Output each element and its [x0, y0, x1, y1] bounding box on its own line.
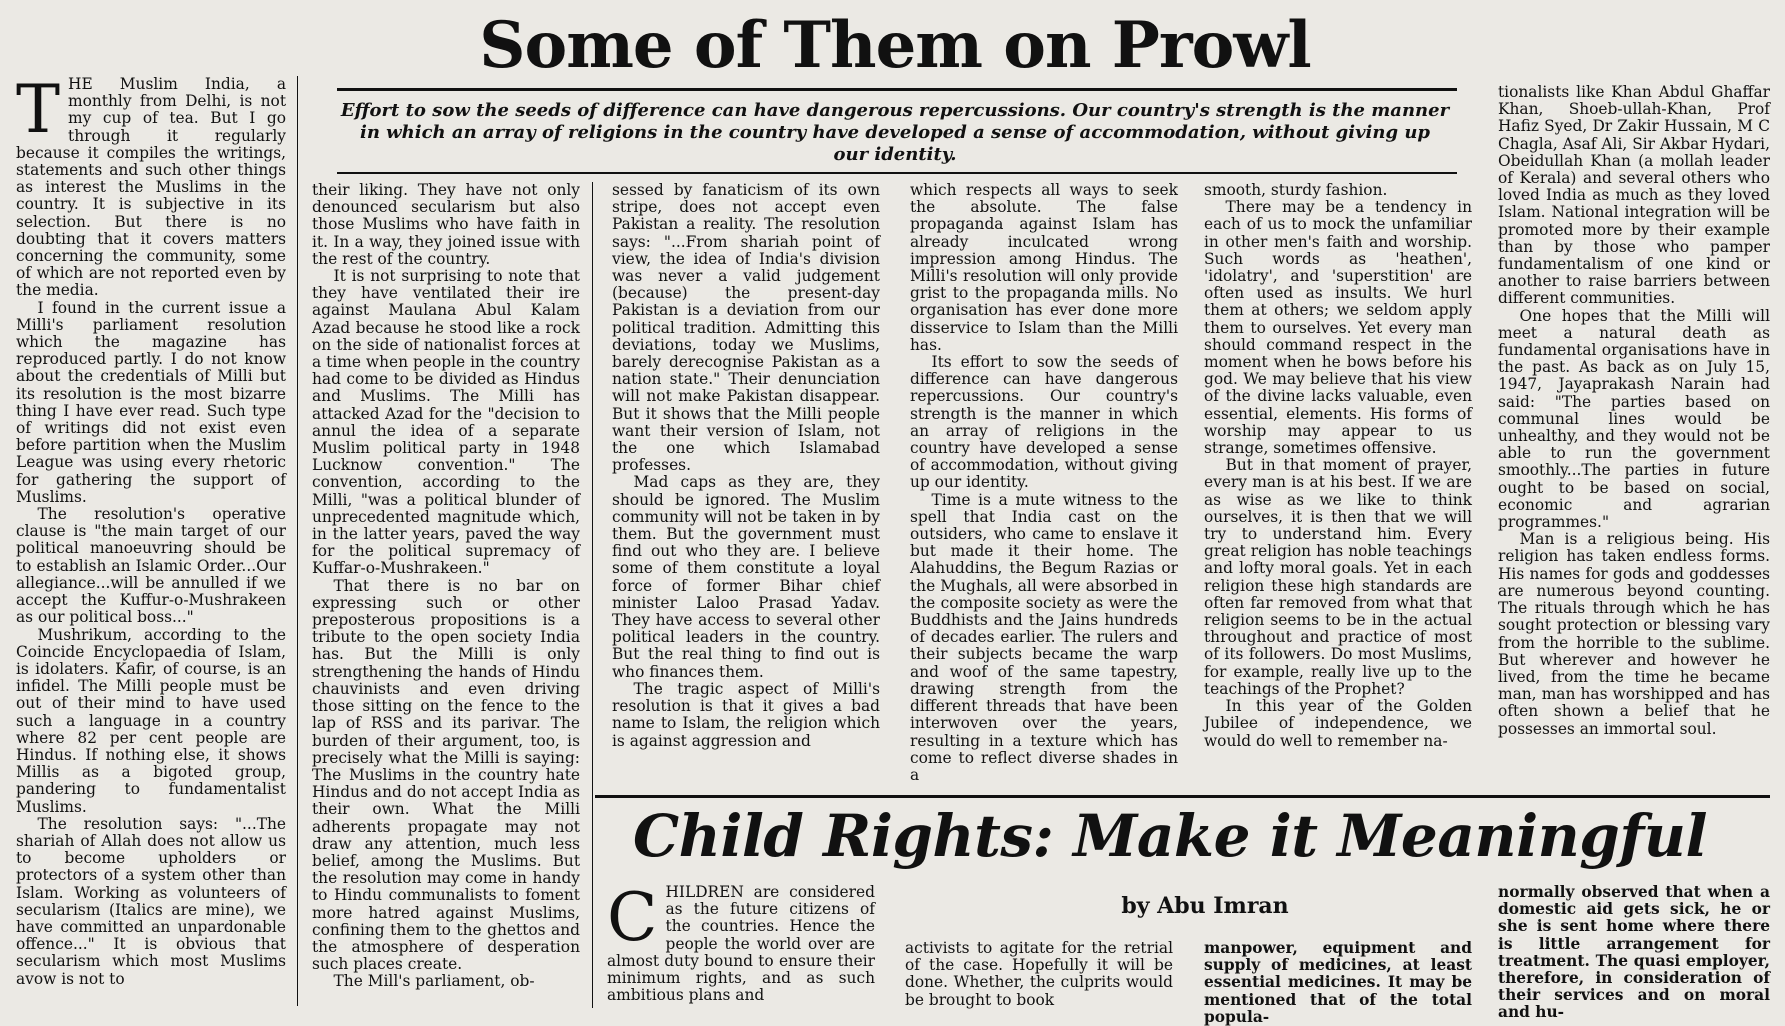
paragraph: HE Muslim India, a monthly from Delhi, is not my cup of tea. But I go through it regularly because it compiles the writings, statements and such other things as interest the Muslims in the country. It is subjective in its selection. But there is no doubting that it covers matters concerning the community, some of which are not reported even by the media.: [16, 75, 286, 300]
byline: by Abu Imran: [1121, 893, 1289, 919]
article2-column-3: [1204, 939, 1472, 1026]
paragraph: But in that moment of prayer, every man is at his best. If we are as wise as we like to think ourselves, it is then that we will try to understand him. Every great religion has noble teachings and lofty moral goals. Yet in each religion these high standards are often far removed from what that religion seems to be in the actual throughout and practice of most of its followers. Do most Muslims, for example, really live up to the teachings of the Prophet?: [1204, 456, 1472, 698]
column-divider: [592, 182, 593, 1008]
column-divider: [297, 76, 298, 1006]
article2-column-4: [1498, 883, 1770, 1022]
headline-child-rights: Child Rights: Make it Meaningful: [633, 802, 1707, 870]
article1-column-2: [312, 182, 580, 1008]
article1-column-1: [16, 71, 286, 1006]
dropcap-c: C: [607, 879, 658, 956]
headline-some-of-them-on-prowl: Some of Them on Prowl: [479, 8, 1311, 83]
article1-column-5: [1204, 182, 1472, 782]
article1-column-3: [612, 182, 880, 782]
paragraph: Man is a religious being. His religion has taken endless forms. His names for gods and goddesses are numerous beyond counting. The rituals through which he has sought protection or blessing vary from the horrible to the sublime. But wherever and however he lived, from the time he became man, man has worshipped and has often shown a belief that he possesses an immortal soul.: [1498, 530, 1770, 738]
paragraph: The Mill's parliament, ob-: [333, 972, 535, 991]
paragraph: There may be a tendency in each of us to mock the unfamiliar in other men's faith and worship. Such words as 'heathen', 'idolatry', and 'superstition' are often used as insults. We hurl them at others; we seldom apply them to ourselves. Yet every man should command respect in the moment when he bows before his god. We may believe that his view of the divine lacks valuable, even essential, elements. His forms of worship may appear to us strange, sometimes offensive.: [1204, 198, 1472, 458]
headline-underline-rule: [337, 88, 1457, 91]
article1-column-6: [1498, 84, 1770, 784]
article2-column-1: [607, 879, 875, 1008]
paragraph: sessed by fanaticism of its own stripe, does not accept even Pakistan a reality. The resolution says: "...From shariah point of view, the idea of India's division was never a valid judgement (because) the present-day Pakistan is a deviation from our political tradition. Admitting this deviations, today we Muslims, barely derecognise Pakistan as a nation state." Their denunciation will not make Pakistan disappear. But it shows that the Milli people want their version of Islam, not the one which Islamabad professes.: [612, 181, 880, 475]
paragraph: tionalists like Khan Abdul Ghaffar Khan, Shoeb-ullah-Khan, Prof Hafiz Syed, Dr Zakir Hussain, M C Chagla, Asaf Ali, Sir Akbar Hydari, Obeidullah Khan (a mollah leader of Kerala) and several others who loved India as much as they loved Islam. National integration will be promoted more by their example than by those who pamper fundamentalism of one kind or another to raise barriers between different communities.: [1498, 83, 1770, 308]
paragraph: Mad caps as they are, they should be ignored. The Muslim community will not be taken in by them. But the government must find out who they are. I believe some of them constitute a loyal force of former Bihar chief minister Laloo Prasad Yadav. They have access to several other political leaders in the country. But the real thing to find out is who finances them.: [612, 473, 880, 681]
paragraph: That there is no bar on expressing such or other preposterous propositions is a tribute to the open society India has. But the Milli is only strengthening the hands of Hindu chauvinists and even driving those sitting on the fence to the lap of RSS and its parivar. The burden of their argument, too, is precisely what the Milli is saying: The Muslims in the country hate Hindus and do not accept India as their own. What the Milli adherents propagate may not draw any attention, much less belief, among the Muslims. But the resolution may come in handy to Hindu communalists to foment more hatred against Muslims, confining them to the ghettos and the atmosphere of desperation such places create.: [312, 576, 580, 974]
paragraph: HILDREN are considered as the future citizens of the countries. Hence the people the world over are almost duty bound to ensure their minimum rights, and as such ambitious plans and: [607, 883, 875, 1005]
paragraph: manpower, equipment and supply of medicines, at least essential medicines. It may be mentioned that of the total popula-: [1204, 939, 1472, 1026]
paragraph: The resolution says: "...The shariah of Allah does not allow us to become upholders or protectors of a system other than Islam. Working as volunteers of secularism (Italics are mine), we have committed an unpardonable offence..." It is obvious that secularism which most Muslims avow is not to: [16, 814, 286, 988]
dropcap-t: T: [16, 71, 61, 148]
paragraph: One hopes that the Milli will meet a natural death as fundamental organisations have in the past. As back as on July 15, 1947, Jayaprakash Narain had said: "The parties based on communal lines would be unhealthy, and they would not be able to run the government smoothly...The parties in future ought to be based on social, economic and agrarian programmes.": [1498, 306, 1770, 532]
paragraph: activists to agitate for the retrial of the case. Hopefully it will be done. Whether, the culprits would be brought to book: [905, 939, 1173, 1009]
paragraph: The tragic aspect of Milli's resolution is that it gives a bad name to Islam, the religion which is against aggression and: [612, 679, 880, 750]
paragraph: I found in the current issue a Milli's parliament resolution which the magazine has reproduced partly. I do not know about the credentials of Milli but its resolution is the most bizarre thing I have ever read. Such type of writings did not exist even before partition when the Muslim League was using every rhetoric for gathering the support of Muslims.: [16, 298, 286, 506]
article-deck: Effort to sow the seeds of difference can have dangerous repercussions. Our country's strength is the manner in which an array of religions in the country have developed a sense of accommodation, without giving up our identity.: [340, 100, 1450, 165]
paragraph: In this year of the Golden Jubilee of independence, we would do well to remember na-: [1204, 697, 1472, 750]
paragraph: their liking. They have not only denounced secularism but also those Muslims who have faith in it. In a way, they joined issue with the rest of the country.: [312, 181, 580, 268]
paragraph: Mushrikum, according to the Coincide Encyclopaedia of Islam, is idolaters. Kafir, of course, is an infidel. The Milli people must be out of their mind to have used such a language in a country where 82 per cent people are Hindus. If nothing else, it shows Millis as a bigoted group, pandering to fundamentalist Muslims.: [16, 625, 286, 816]
paragraph: The resolution's operative clause is "the main target of our political manoeuvring should be to establish an Islamic Order...Our allegiance...will be annulled if we accept the Kuffur-o-Mushrakeen as our political boss...": [16, 505, 286, 627]
paragraph: Time is a mute witness to the spell that India cast on the outsiders, who came to enslave it but made it their home. The Alahuddins, the Begum Razias or the Mughals, all were absorbed in the composite society as were the Buddhists and the Jains hundreds of decades earlier. The rulers and their subjects became the warp and woof of the same tapestry, drawing strength from the different threads that have been interwoven over the years, resulting in a texture which has come to reflect diverse shades in a: [910, 490, 1178, 784]
paragraph: Its effort to sow the seeds of difference can have dangerous repercussions. Our country's strength is the manner in which an array of religions in the country have developed a sense of accommodation, without giving up our identity.: [910, 353, 1178, 492]
paragraph: normally observed that when a domestic aid gets sick, he or she is sent home where there is little arrangement for treatment. The quasi employer, therefore, in consideration of their services and on moral and hu-: [1498, 883, 1770, 1022]
article-separator-rule: [595, 795, 1770, 798]
deck-underline-rule: [337, 172, 1457, 174]
paragraph: It is not surprising to note that they have ventilated their ire against Maulana Abul Kalam Azad because he stood like a rock on the side of nationalist forces at a time when people in the country had come to be divided as Hindus and Muslims. The Milli has attacked Azad for the "decision to annul the idea of a separate Muslim political party in 1948 Lucknow convention." The convention, according to the Milli, "was a political blunder of unprecedented magnitude which, in the latter years, paved the way for the political supremacy of Kuffar-o-Mushrakeen.": [312, 267, 580, 578]
article1-column-4: [910, 182, 1178, 782]
paragraph: smooth, sturdy fashion.: [1204, 181, 1388, 199]
article2-column-2: [905, 940, 1173, 1008]
paragraph: which respects all ways to seek the absolute. The false propaganda against Islam has already inculcated wrong impression among Hindus. The Milli's resolution will only provide grist to the propaganda mills. No organisation has ever done more disservice to Islam than the Milli has.: [910, 181, 1178, 354]
